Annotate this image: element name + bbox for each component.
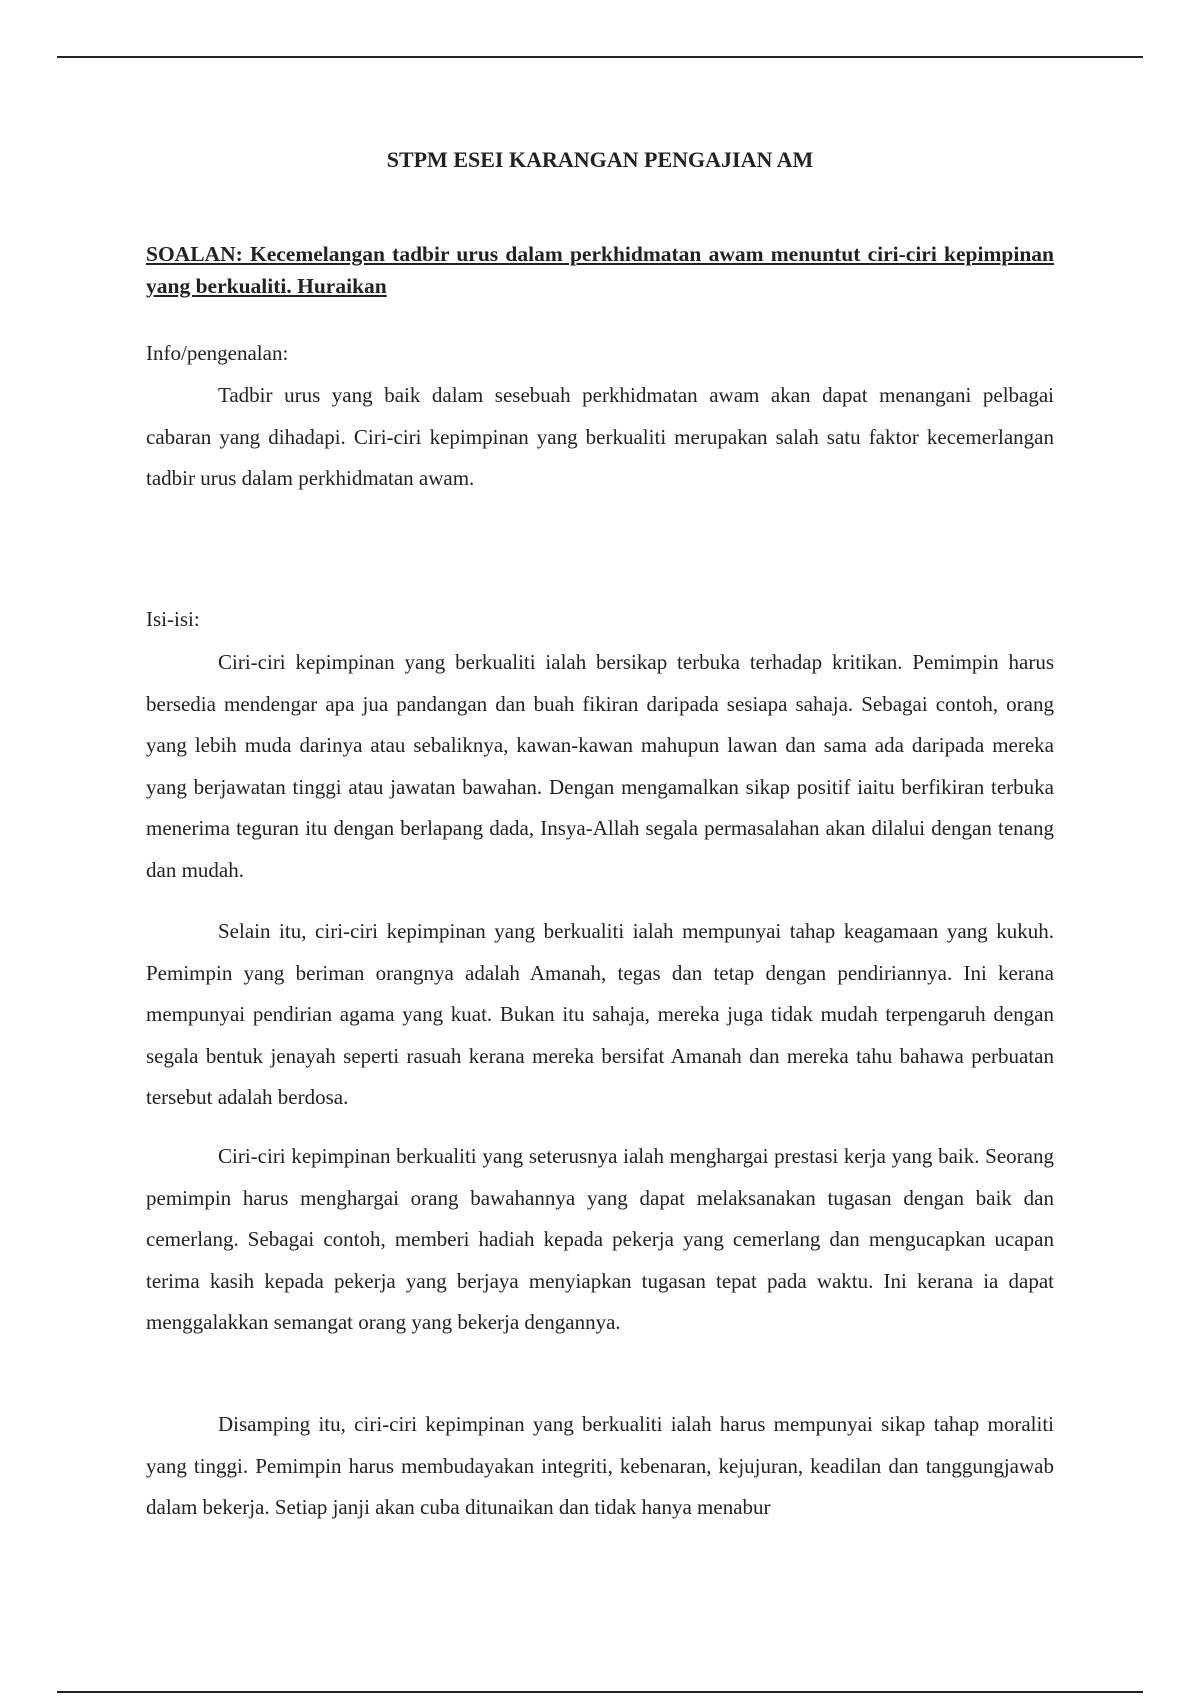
intro-paragraph: Tadbir urus yang baik dalam sesebuah perkhidmatan awam akan dapat menangani pelbagai cabaran yang dihadapi. Ciri-ciri kepimpinan yang berkualiti merupakan salah satu faktor kecemerlangan tadbir urus dalam perkhidmatan awam. bbox=[146, 383, 1054, 490]
document-title: STPM ESEI KARANGAN PENGAJIAN AM bbox=[386, 147, 814, 172]
body-paragraph-2: Selain itu, ciri-ciri kepimpinan yang berkualiti ialah mempunyai tahap keagamaan yang kukuh. Pemimpin yang beriman orangnya adalah Amanah, tegas dan tetap dengan pendiriannya. Ini kerana mempunyai pendirian agama yang kuat. Bukan itu sahaja, mereka juga tidak mudah terpengaruh dengan segala bentuk jenayah seperti rasuah kerana mereka bersifat Amanah dan mereka tahu bahawa perbuatan tersebut adalah berdosa. bbox=[146, 919, 1054, 1109]
top-divider bbox=[57, 56, 1143, 58]
body-paragraph-3: Ciri-ciri kepimpinan berkualiti yang seterusnya ialah menghargai prestasi kerja yang baik. Seorang pemimpin harus menghargai orang bawahannya yang dapat melaksanakan tugasan dengan baik dan cemerlang. Sebagai contoh, memberi hadiah kepada pekerja yang cemerlang dan mengucapkan ucapan terima kasih kepada pekerja yang berjaya menyiapkan tugasan tepat pada waktu. Ini kerana ia dapat menggalakkan semangat orang yang bekerja dengannya. bbox=[146, 1144, 1054, 1334]
essay-question: SOALAN: Kecemelangan tadbir urus dalam perkhidmatan awam menuntut ciri-ciri kepimpinan yang berkualiti. Huraikan bbox=[146, 242, 1054, 298]
bottom-divider bbox=[57, 1691, 1143, 1693]
body-label: Isi-isi: bbox=[146, 607, 200, 631]
intro-label: Info/pengenalan: bbox=[146, 341, 289, 365]
body-paragraph-4: Disamping itu, ciri-ciri kepimpinan yang berkualiti ialah harus mempunyai sikap tahap moraliti yang tinggi. Pemimpin harus membudayakan integriti, kebenaran, kejujuran, keadilan dan tanggungjawab dalam bekerja. Setiap janji akan cuba ditunaikan dan tidak hanya menabur bbox=[146, 1412, 1054, 1519]
body-paragraph-1: Ciri-ciri kepimpinan yang berkualiti ialah bersikap terbuka terhadap kritikan. Pemimpin harus bersedia mendengar apa jua pandangan dan buah fikiran daripada sesiapa sahaja. Sebagai contoh, orang yang lebih muda darinya atau sebaliknya, kawan-kawan mahupun lawan dan sama ada daripada mereka yang berjawatan tinggi atau jawatan bawahan. Dengan mengamalkan sikap positif iaitu berfikiran terbuka menerima teguran itu dengan berlapang dada, Insya-Allah segala permasalahan akan dilalui dengan tenang dan mudah. bbox=[146, 650, 1054, 882]
